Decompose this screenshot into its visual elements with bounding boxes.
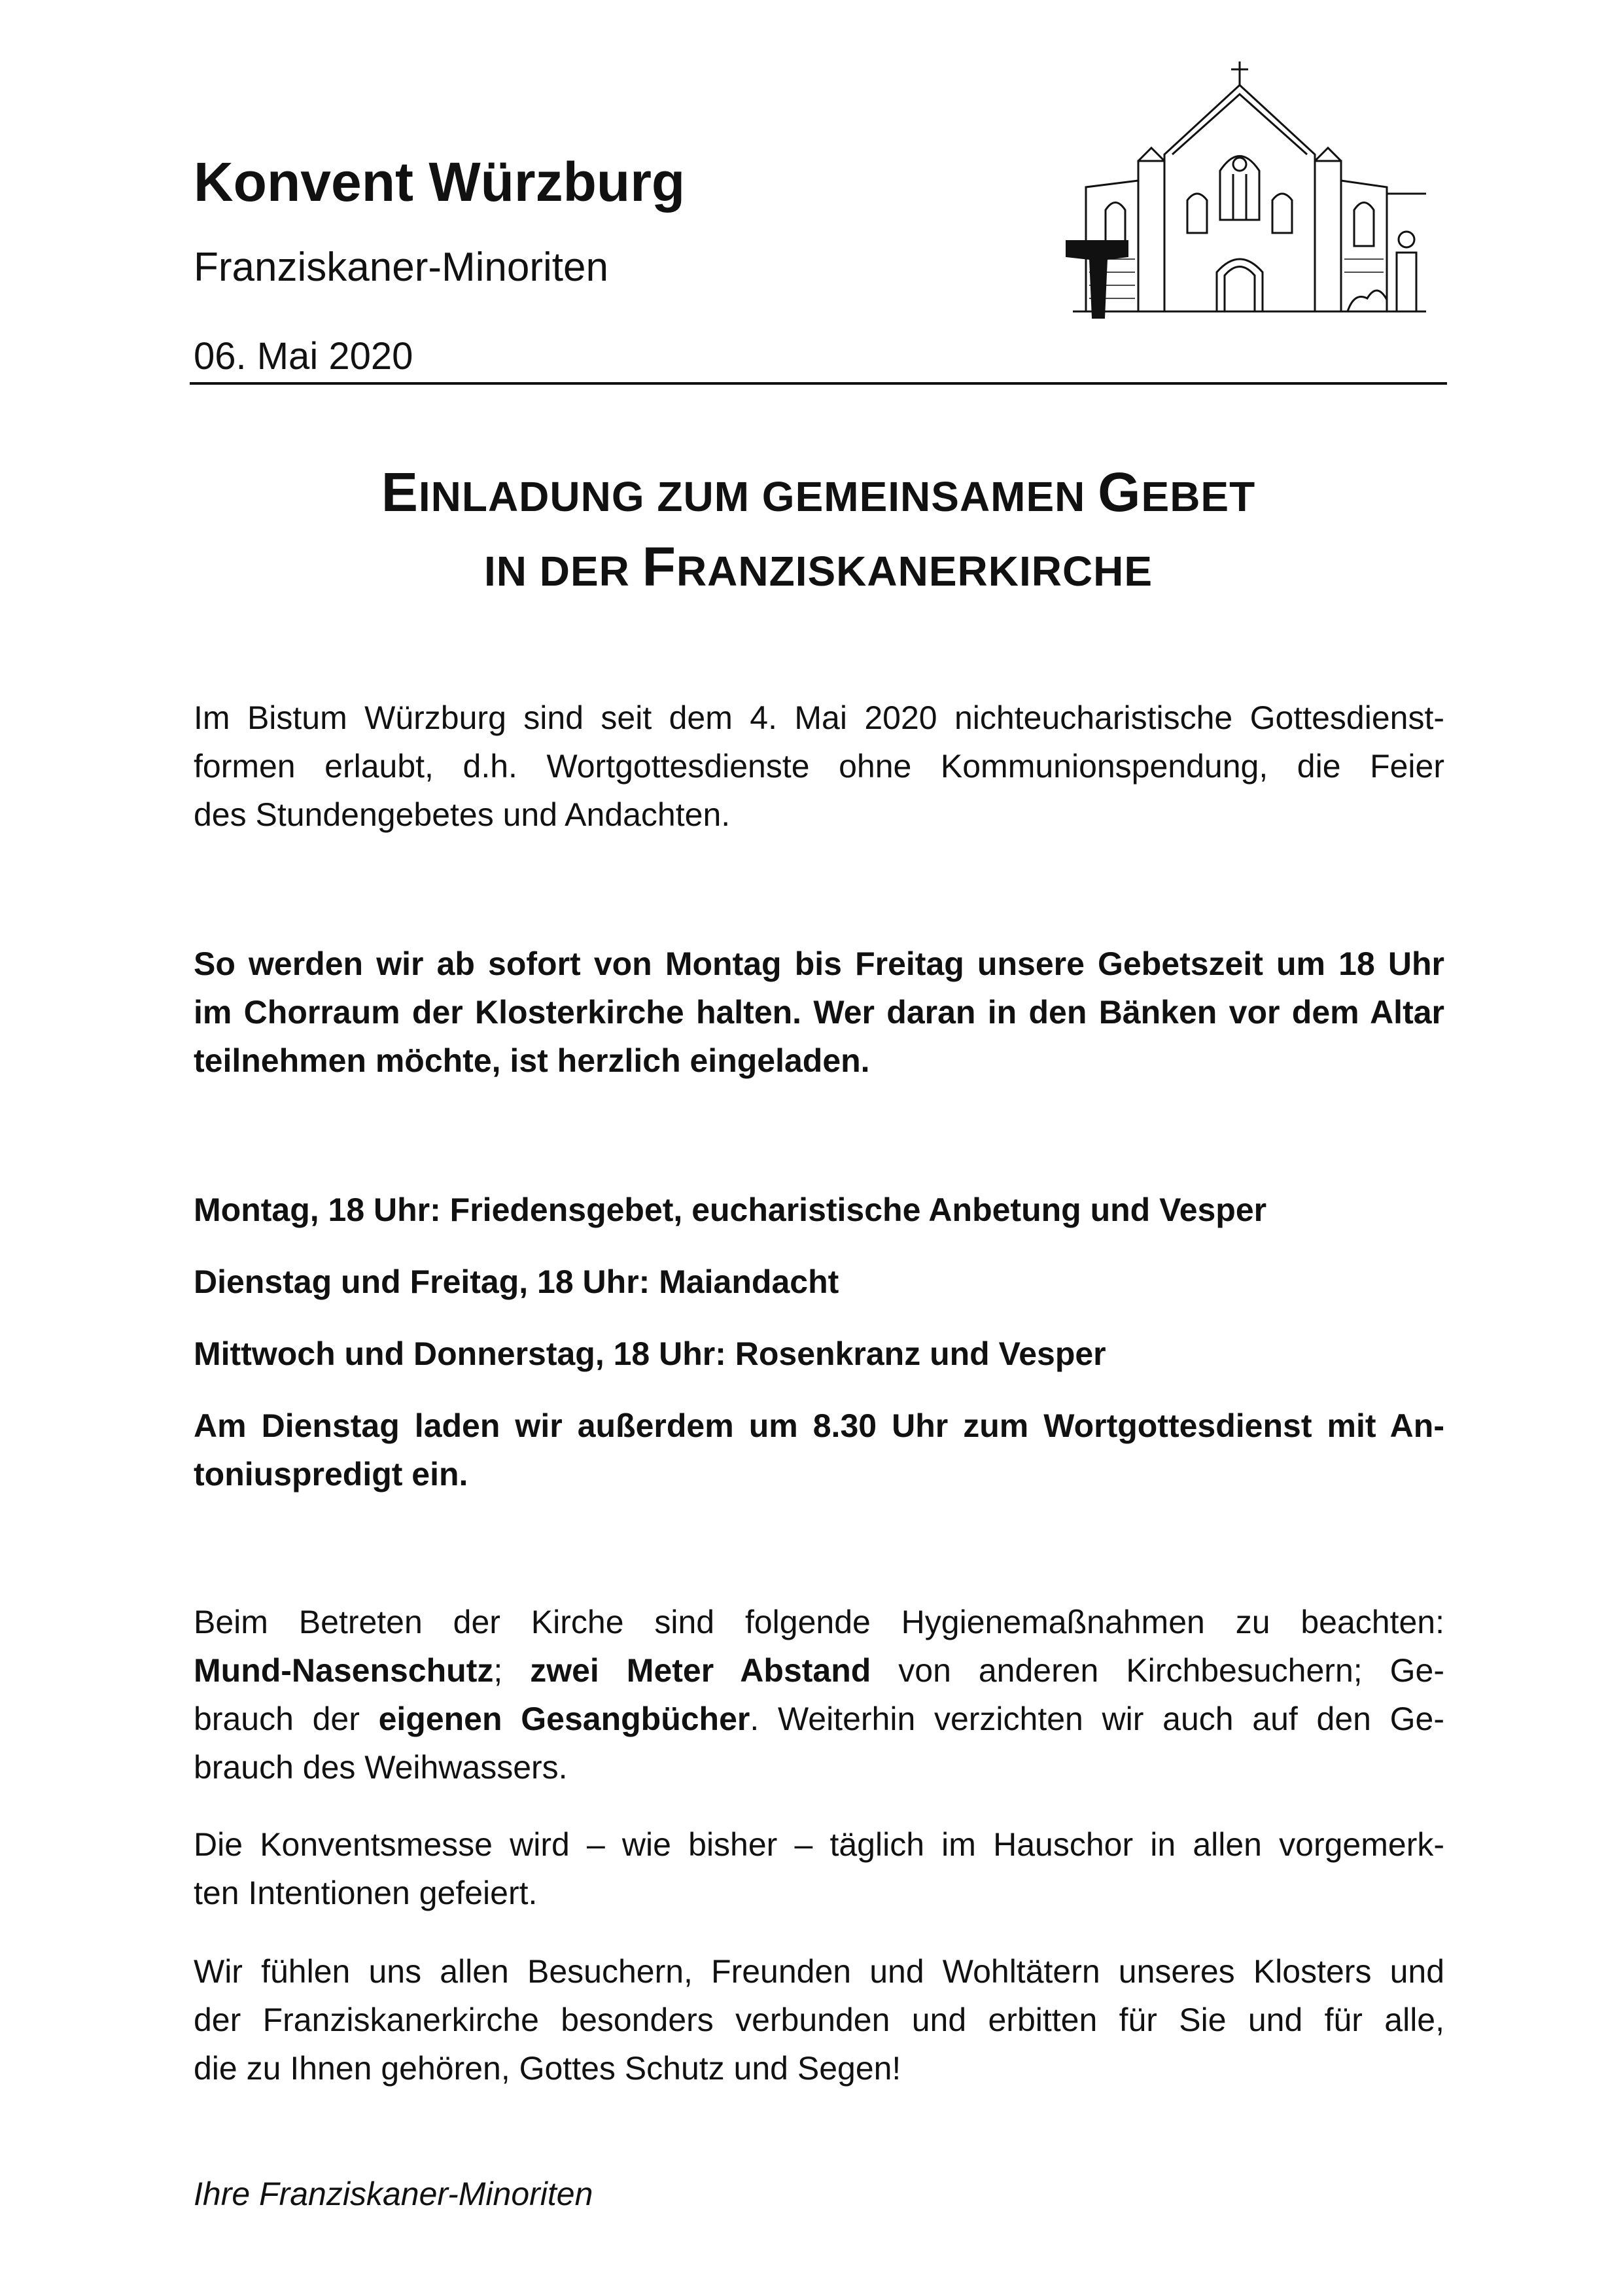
tau-cross-icon: [1066, 241, 1128, 318]
blessing-line-2: der Franziskanerkirche besonders verbunden und erbitten für Sie und für alle,: [194, 2002, 1444, 2038]
intro-line-3: des Stundengebetes und Andachten.: [194, 796, 731, 833]
hygiene-paragraph: [194, 1598, 1444, 1792]
mass-paragraph: [194, 1820, 1444, 1917]
blessing-line-3: die zu Ihnen gehören, Gottes Schutz und Segen!: [194, 2050, 901, 2087]
schedule-tue-fri: Dienstag und Freitag, 18 Uhr: Maiandacht: [194, 1263, 839, 1300]
schedule-monday: Montag, 18 Uhr: Friedensgebet, eucharistische Anbetung und Vesper: [194, 1192, 1267, 1228]
schedule-tuesday-line-2: toniuspredigt ein.: [194, 1456, 468, 1492]
blessing-line-1: Wir fühlen uns allen Besuchern, Freunden und Wohltätern unseres Klosters und: [194, 1953, 1444, 1990]
intro-paragraph: [194, 694, 1444, 839]
headline-line-2: IN DER FRANZISKANERKIRCHE: [483, 536, 1153, 597]
schedule-tuesday-line-1: Am Dienstag laden wir außerdem um 8.30 Uhr zum Wortgottesdienst mit An-: [194, 1407, 1444, 1444]
hygiene-line-3-pre: brauch der: [194, 1701, 379, 1737]
header-divider: [190, 382, 1447, 385]
church-drawing-icon: [1060, 56, 1433, 331]
announcement-line-3: teilnehmen möchte, ist herzlich eingeladen.: [194, 1042, 870, 1079]
blessing-paragraph: [194, 1947, 1444, 2093]
closing-signature: Ihre Franziskaner-Minoriten: [194, 2176, 593, 2212]
headline-line-1: EINLADUNG ZUM GEMEINSAMEN GEBET: [381, 461, 1256, 523]
announcement-line-1: So werden wir ab sofort von Montag bis Freitag unsere Gebetszeit um 18 Uhr: [194, 945, 1444, 982]
convent-title: Konvent Würzburg: [194, 151, 686, 213]
announcement-line-2: im Chorraum der Klosterkirche halten. Wer daran in den Bänken vor dem Altar: [194, 994, 1444, 1031]
intro-line-1: Im Bistum Würzburg sind seit dem 4. Mai 2020 nichteucharistische Gottesdienst-: [194, 699, 1444, 736]
announcement-paragraph: [194, 940, 1444, 1085]
mass-line-1: Die Konventsmesse wird – wie bisher – täglich im Hauschor in allen vorgemerk-: [194, 1826, 1444, 1863]
hygiene-line-2: [194, 1646, 1444, 1695]
mass-line-2: ten Intentionen gefeiert.: [194, 1875, 538, 1911]
hygiene-line-1: Beim Betreten der Kirche sind folgende Hygienemaßnahmen zu beachten:: [194, 1604, 1444, 1640]
order-name: Franziskaner-Minoriten: [194, 245, 608, 290]
songbook-requirement: eigenen Gesangbücher: [378, 1701, 750, 1737]
schedule-tuesday-morning: [194, 1402, 1444, 1498]
schedule-wed-thu: Mittwoch und Donnerstag, 18 Uhr: Rosenkranz und Vesper: [194, 1335, 1106, 1372]
document-date: 06. Mai 2020: [194, 335, 413, 378]
intro-line-2: formen erlaubt, d.h. Wortgottesdienste ohne Kommunionspendung, die Feier: [194, 748, 1444, 785]
hygiene-line-3-post: . Weiterhin verzichten wir auch auf den Ge-: [750, 1701, 1444, 1737]
hygiene-line-2-rest: von anderen Kirchbesuchern; Ge-: [871, 1652, 1444, 1689]
distance-requirement: zwei Meter Abstand: [530, 1652, 871, 1689]
hygiene-line-3: [194, 1695, 1444, 1743]
hygiene-separator: ;: [493, 1652, 531, 1689]
mask-requirement: Mund-Nasenschutz: [194, 1652, 494, 1689]
hygiene-line-4: brauch des Weihwassers.: [194, 1749, 568, 1786]
